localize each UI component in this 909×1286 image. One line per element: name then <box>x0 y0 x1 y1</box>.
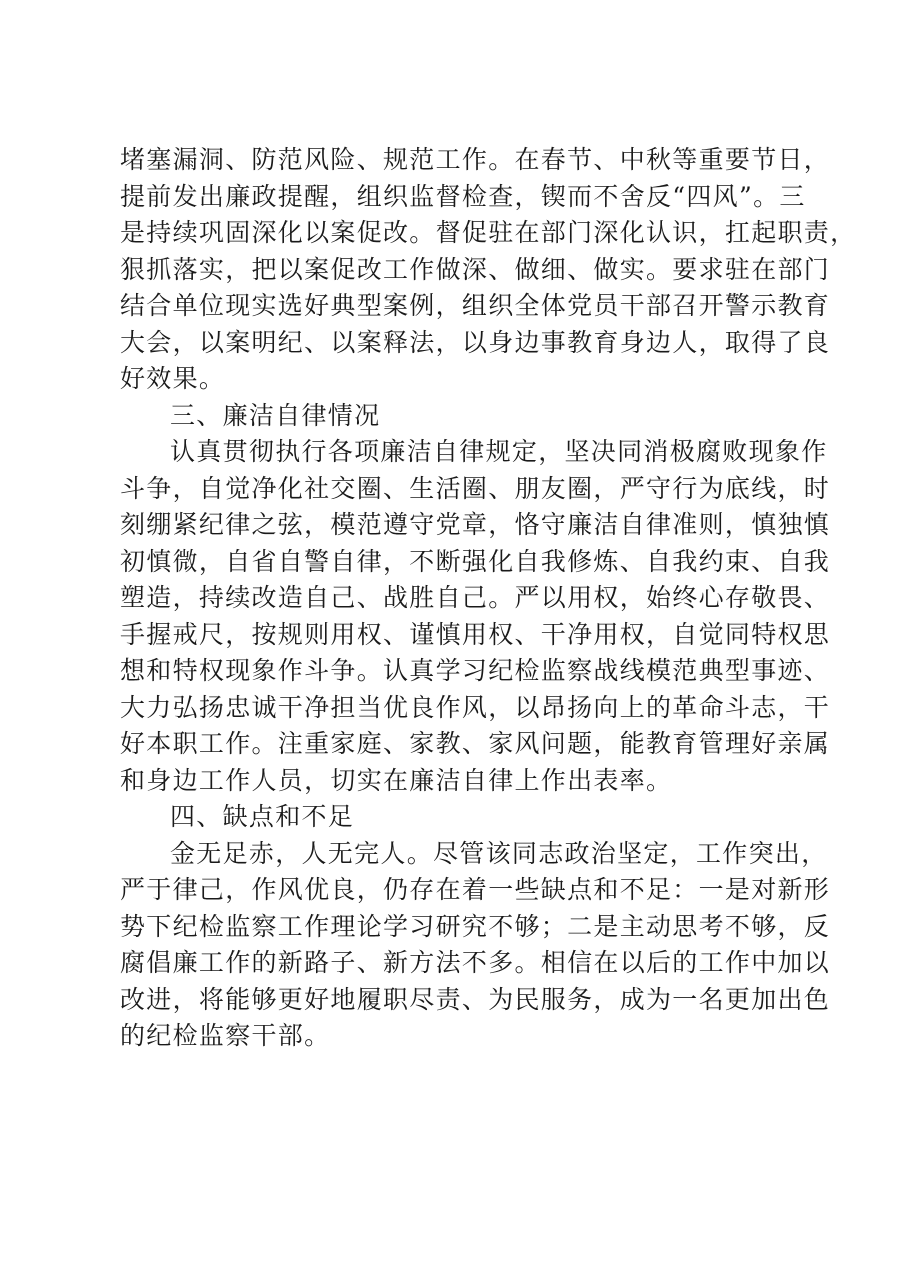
heading-line: 三、廉洁自律情况 <box>170 400 381 430</box>
section-heading-shortcomings <box>120 799 800 836</box>
text-line: 想和特权现象作斗争。认真学习纪检监察战线模范典型事迹、 <box>120 656 831 685</box>
text-line: 和身边工作人员，切实在廉洁自律上作出表率。 <box>120 765 673 795</box>
text-line: 塑造，持续改造自己、战胜自己。严以用权，始终心存敬畏、 <box>120 583 831 612</box>
text-line: 认真贯彻执行各项廉洁自律规定，坚决同消极腐败现象作 <box>170 437 828 466</box>
paragraph-continuation <box>120 142 857 398</box>
text-line: 腐倡廉工作的新路子、新方法不多。相信在以后的工作中加以 <box>120 948 831 977</box>
text-line: 金无足赤，人无完人。尽管该同志政治坚定，工作突出， <box>170 838 828 868</box>
text-line: 势下纪检监察工作理论学习研究不够；二是主动思考不够，反 <box>120 911 831 941</box>
text-line: 手握戒尺，按规则用权、谨慎用权、干净用权，自觉同特权思 <box>120 619 831 649</box>
text-line: 提前发出廉政提醒，组织监督检查，锲而不舍反“四风”。三 <box>120 181 806 211</box>
text-line: 好本职工作。注重家庭、家教、家风问题，能教育管理好亲属 <box>120 729 831 758</box>
text-line: 堵塞漏洞、防范风险、规范工作。在春节、中秋等重要节日， <box>120 145 831 174</box>
text-line: 斗争，自觉净化社交圈、生活圈、朋友圈，严守行为底线，时 <box>120 473 831 503</box>
text-line: 严于律己，作风优良，仍存在着一些缺点和不足：一是对新形 <box>120 875 831 904</box>
text-line: 的纪检监察干部。 <box>120 1021 331 1050</box>
text-line: 大力弘扬忠诚干净担当优良作风，以昂扬向上的革命斗志，干 <box>120 692 831 722</box>
text-line: 狠抓落实，把以案促改工作做深、做细、做实。要求驻在部门 <box>120 254 831 284</box>
heading-line: 四、缺点和不足 <box>170 802 355 831</box>
text-line: 刻绷紧纪律之弦，模范遵守党章，恪守廉洁自律准则，慎独慎 <box>120 510 831 539</box>
text-line: 结合单位现实选好典型案例，组织全体党员干部召开警示教育 <box>120 291 831 320</box>
text-line: 是持续巩固深化以案促改。督促驻在部门深化认识，扛起职责， <box>120 218 857 247</box>
document-body <box>120 142 857 1055</box>
text-line: 初慎微，自省自警自律，不断强化自我修炼、自我约束、自我 <box>120 546 831 576</box>
paragraph-integrity <box>120 434 831 799</box>
text-line: 大会，以案明纪、以案释法，以身边事教育身边人，取得了良 <box>120 327 831 357</box>
section-heading-integrity <box>120 398 800 435</box>
text-line: 好效果。 <box>120 364 226 393</box>
text-line: 改进，将能够更好地履职尽责、为民服务，成为一名更加出色 <box>120 984 831 1014</box>
paragraph-shortcomings <box>120 836 831 1055</box>
